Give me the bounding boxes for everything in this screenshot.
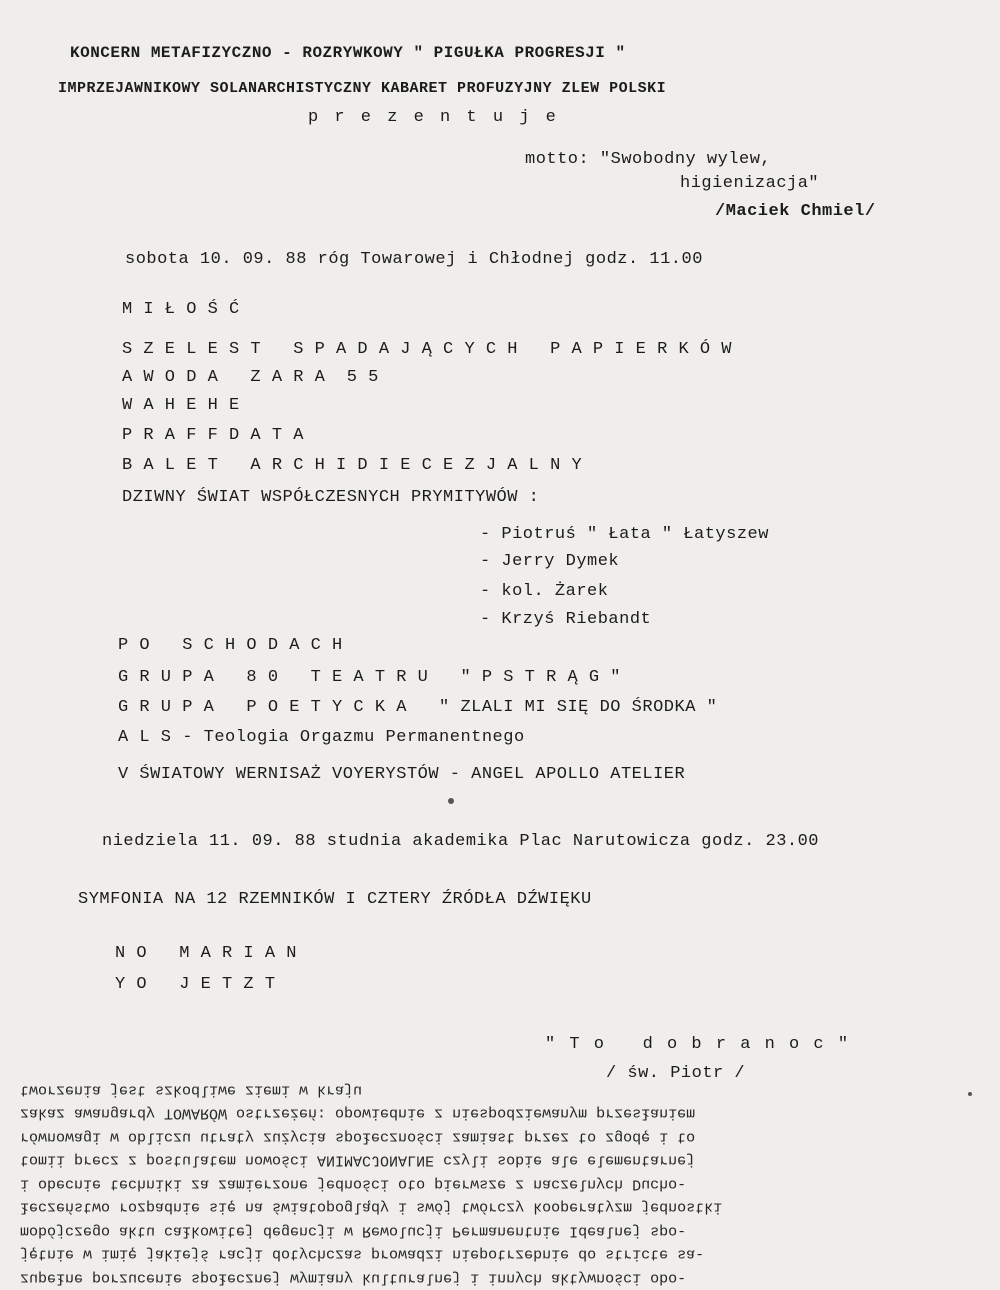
header-line-2: IMPRZEJAWNIKOWY SOLANARCHISTYCZNY KABARET PROFUZYJNY ZLEW POLSKI [58,80,667,97]
primitive-artist-4: - Krzyś Riebandt [480,610,652,629]
mirrored-line: zakaz awangardy TOWARÓW ostrzeżeń: opowiednie z niespodziewanym przesłaniem [20,1105,696,1122]
header-line-1: KONCERN METAFIZYCZNO - ROZRYWKOWY " PIGUŁKA PROGRESJI " [70,44,626,62]
program-item-3: A W O D A Z A R A 5 5 [122,368,379,387]
paper-speck [448,798,454,804]
event-2-title: SYMFONIA NA 12 RZEMNIKÓW I CZTERY ŹRÓDŁA DŹWIĘKU [78,890,592,909]
program-item-10: G R U P A P O E T Y C K A " ZLALI MI SIĘ DO ŚRODKA " [118,698,718,717]
mirrored-line: zupełne porzucenie społecznej wymiany kulturalnej i innych aktywności obo- [20,1269,687,1287]
mirrored-line: tomii precz z postulatem nowości ANIMACJONALNE czyli sobie ale elementarnej [20,1152,696,1169]
mirrored-line: łeczeństwo rozpadnie się na światopoglądy i swój twórczy kooperatyzm jednostki [20,1199,723,1216]
primitive-artist-1: - Piotruś " Łata " Łatyszew [480,525,769,544]
mirrored-bleed-through-text [20,1078,980,1290]
event-2-item-1: N O M A R I A N [115,944,297,963]
program-item-9: G R U P A 8 0 T E A T R U " P S T R Ą G " [118,668,621,687]
motto-continuation: higienizacja" [680,174,820,193]
program-item-2: S Z E L E S T S P A D A J Ą C Y C H P A P I E R K Ó W [122,340,732,359]
program-item-12: V ŚWIATOWY WERNISAŻ VOYERYSTÓW - ANGEL APOLLO ATELIER [118,765,686,784]
event-1-date-line: sobota 10. 09. 88 róg Towarowej i Chłodnej godz. 11.00 [125,250,703,269]
program-item-8: P O S C H O D A C H [118,636,343,655]
motto-author: /Maciek Chmiel/ [715,202,876,221]
program-item-4: W A H E H E [122,396,240,415]
primitive-artist-2: - Jerry Dymek [480,552,620,571]
mirrored-line: równowagi w obliczu utraty zużycia społeczności zamiast przez to zgodę i to [20,1128,696,1146]
program-item-7: DZIWNY ŚWIAT WSPÓŁCZESNYCH PRYMITYWÓW : [122,488,540,507]
motto-label: motto: "Swobodny wylew, [525,150,772,169]
program-item-6: B A L E T A R C H I D I E C E Z J A L N Y [122,456,583,475]
event-2-date-line: niedziela 11. 09. 88 studnia akademika Plac Narutowicza godz. 23.00 [102,832,820,851]
mirrored-line: i obecnie techniki za zamierzone jedności oto pierwsze z naczelnych Ducho- [20,1175,687,1193]
presents-line: p r e z e n t u j e [308,108,559,127]
paper-speck [968,1092,972,1096]
closing-signature: / św. Piotr / [606,1064,746,1083]
program-item-5: P R A F F D A T A [122,426,304,445]
mirrored-line: tworzenia jest szkodliwe ziemi w kraju [20,1081,363,1099]
event-2-item-2: Y O J E T Z T [115,975,276,994]
mirrored-line: jętnie w imię jakiejś racji dotychczas prowadzi niepotrzebnie do stricte sa- [20,1246,705,1263]
program-item-1: M I Ł O Ś Ć [122,300,240,319]
closing-quote: " T o d o b r a n o c " [545,1035,851,1054]
primitive-artist-3: - kol. Żarek [480,582,609,601]
program-item-11: A L S - Teologia Orgazmu Permanentnego [118,728,525,747]
mirrored-line: mobójczego aktu całkowitej degencji w Rewolucji Permanentnie Idealnej spo- [20,1222,687,1240]
